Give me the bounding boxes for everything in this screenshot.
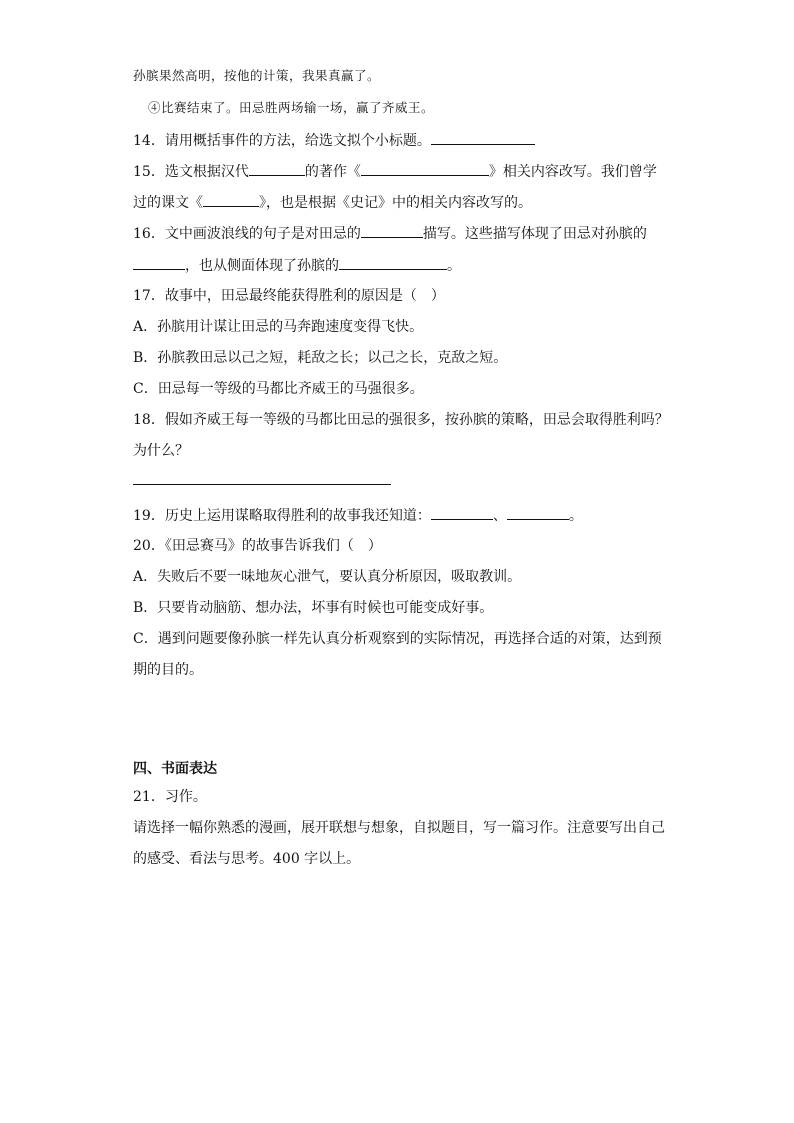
- question-17-stem: 17．故事中，田忌最终能获得胜利的原因是（ ）: [133, 288, 445, 304]
- answer-blank[interactable]: [507, 505, 569, 520]
- question-21-prompt-line-1: 请选择一幅你熟悉的漫画，展开联想与想象，自拟题目，写一篇习作。注意要写出自己: [133, 820, 665, 836]
- question-20-option-a[interactable]: A．失败后不要一味地灰心泄气，要认真分析原因，吸取教训。: [133, 569, 522, 585]
- question-19-separator: 、: [492, 508, 507, 524]
- answer-blank[interactable]: [339, 255, 447, 270]
- question-20-option-c-line-2: 期的目的。: [133, 662, 203, 678]
- answer-blank[interactable]: [431, 130, 535, 145]
- question-16-text: 。: [447, 258, 461, 274]
- question-15-line-2: [133, 192, 532, 213]
- question-15-text: 过的课文《: [133, 195, 203, 211]
- question-16: [133, 223, 647, 244]
- question-17-option-c[interactable]: C．田忌每一等级的马都比齐威王的马强很多。: [133, 381, 424, 397]
- question-21-prompt-line-2: 的感受、看法与思考。400 字以上。: [133, 851, 361, 867]
- question-18-answer-line[interactable]: [133, 484, 391, 485]
- question-19: [133, 505, 583, 526]
- question-19-text: 19．历史上运用谋略取得胜利的故事我还知道：: [133, 508, 431, 524]
- question-15: [133, 161, 657, 182]
- answer-blank[interactable]: [361, 161, 489, 176]
- answer-blank[interactable]: [203, 192, 259, 207]
- question-17-option-a[interactable]: A．孙膑用计谋让田忌的马奔跑速度变得飞快。: [133, 319, 424, 335]
- question-15-text: 》相关内容改写。我们曾学: [488, 164, 657, 180]
- question-14-text: 14．请用概括事件的方法，给选文拟个小标题。: [133, 133, 431, 149]
- question-18-line-1: 18．假如齐威王每一等级的马都比田忌的强很多，按孙膑的策略，田忌会取得胜利吗？: [133, 412, 669, 428]
- answer-blank[interactable]: [361, 223, 423, 238]
- question-19-end: 。: [568, 508, 583, 524]
- question-16-text: ，也从侧面体现了孙膑的: [185, 258, 339, 274]
- answer-blank[interactable]: [249, 161, 305, 176]
- question-21-label: 21．习作。: [133, 789, 207, 805]
- section-4-heading: 四、书面表达: [133, 761, 217, 777]
- question-14: [133, 130, 535, 151]
- question-20-option-c[interactable]: C．遇到问题要像孙膑一样先认真分析观察到的实际情况，再选择合适的对策，达到预: [133, 631, 662, 647]
- question-18-line-2: 为什么？: [133, 443, 189, 459]
- question-15-text: 的著作《: [304, 164, 361, 180]
- question-16-text: 描写。这些描写体现了田忌对孙膑的: [422, 226, 647, 242]
- question-16-text: 16．文中画波浪线的句子是对田忌的: [133, 226, 361, 242]
- question-20-option-b[interactable]: B．只要肯动脑筋、想办法，坏事有时候也可能变成好事。: [133, 600, 494, 616]
- answer-blank[interactable]: [133, 255, 185, 270]
- question-20-stem: 20．《田忌赛马》的故事告诉我们（ ）: [133, 538, 382, 554]
- question-15-text: 》，也是根据《史记》中的相关内容改写的。: [259, 195, 532, 211]
- passage-line-2: ④比赛结束了。田忌胜两场输一场，赢了齐威王。: [148, 100, 435, 115]
- answer-blank[interactable]: [431, 505, 493, 520]
- question-15-text: 15．选文根据汉代: [133, 164, 249, 180]
- question-17-option-b[interactable]: B．孙膑教田忌以己之短，耗敌之长；以己之长，克敌之短。: [133, 350, 508, 366]
- passage-line-1: 孙膑果然高明，按他的计策，我果真赢了。: [133, 68, 381, 83]
- question-16-line-2: [133, 255, 461, 276]
